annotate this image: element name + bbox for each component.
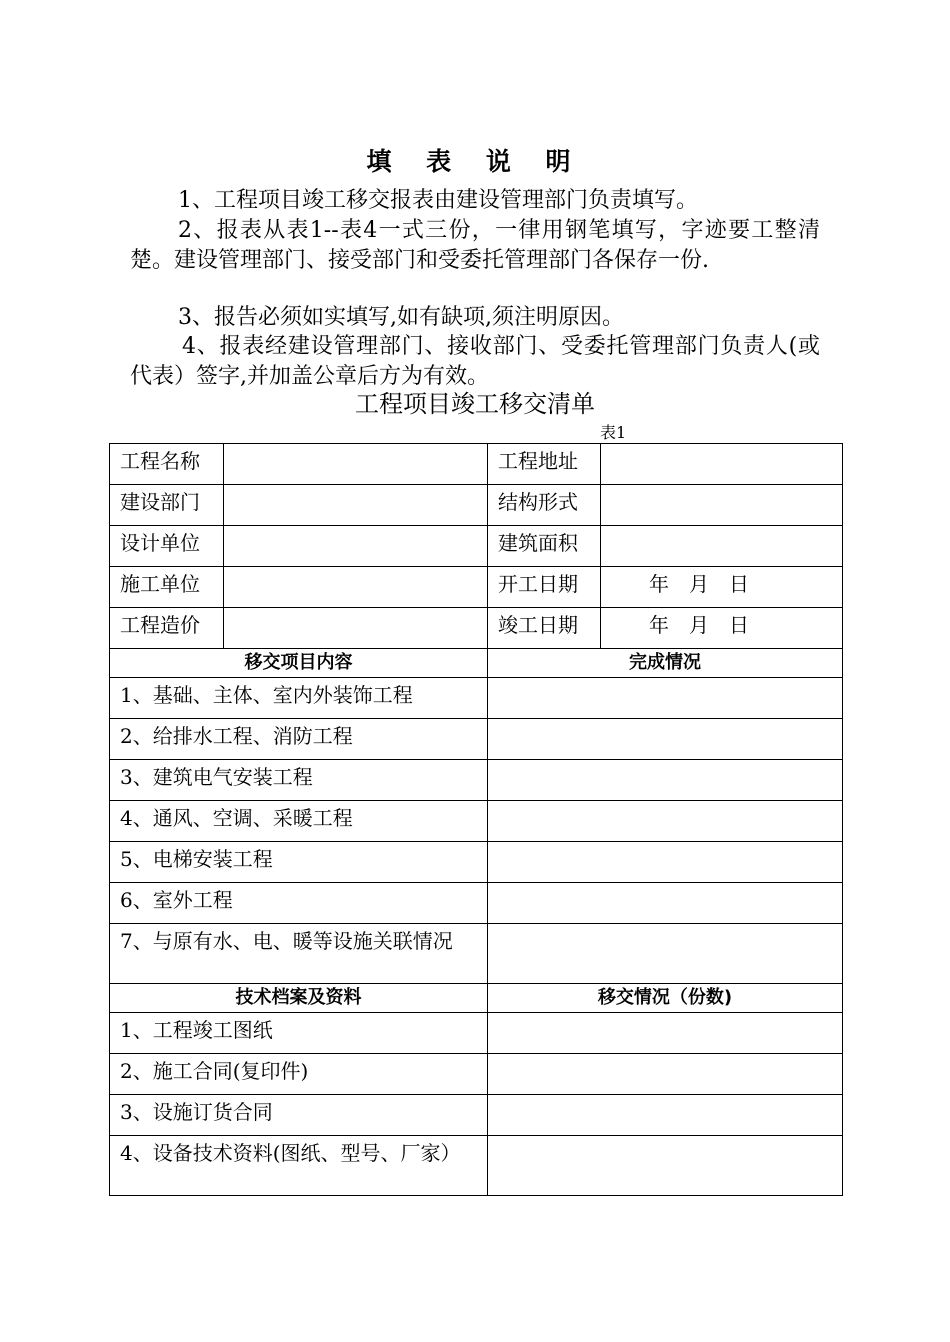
copies-cell[interactable] bbox=[488, 1095, 843, 1136]
completion-status-cell[interactable] bbox=[488, 801, 843, 842]
archive-item: 1、工程竣工图纸 bbox=[110, 1013, 488, 1054]
completion-status-cell[interactable] bbox=[488, 760, 843, 801]
field-project-address[interactable] bbox=[601, 444, 843, 485]
label-building-area: 建筑面积 bbox=[488, 526, 601, 567]
field-completion-date[interactable]: 年 月 日 bbox=[601, 608, 843, 649]
info-row bbox=[110, 608, 843, 649]
label-project-address: 工程地址 bbox=[488, 444, 601, 485]
instructions-title: 填 表 说 明 bbox=[366, 147, 584, 176]
table-row bbox=[110, 842, 843, 883]
header-handover-items: 移交项目内容 bbox=[110, 649, 488, 678]
field-structure-type[interactable] bbox=[601, 485, 843, 526]
handover-item: 7、与原有水、电、暖等设施关联情况 bbox=[110, 924, 488, 984]
table-row bbox=[110, 924, 843, 984]
handover-item: 3、建筑电气安装工程 bbox=[110, 760, 488, 801]
handover-item: 6、室外工程 bbox=[110, 883, 488, 924]
field-building-area[interactable] bbox=[601, 526, 843, 567]
table-row bbox=[110, 883, 843, 924]
field-design-unit[interactable] bbox=[224, 526, 488, 567]
copies-cell[interactable] bbox=[488, 1013, 843, 1054]
section-header-row bbox=[110, 649, 843, 678]
copies-cell[interactable] bbox=[488, 1136, 843, 1196]
handover-table bbox=[109, 443, 843, 1196]
label-project-cost: 工程造价 bbox=[110, 608, 224, 649]
field-project-name[interactable] bbox=[224, 444, 488, 485]
completion-status-cell[interactable] bbox=[488, 924, 843, 984]
completion-status-cell[interactable] bbox=[488, 842, 843, 883]
section-header-row bbox=[110, 984, 843, 1013]
handover-item: 1、基础、主体、室内外装饰工程 bbox=[110, 678, 488, 719]
label-start-date: 开工日期 bbox=[488, 567, 601, 608]
field-project-cost[interactable] bbox=[224, 608, 488, 649]
instruction-item-1: 1、工程项目竣工移交报表由建设管理部门负责填写。 bbox=[178, 188, 698, 213]
info-row bbox=[110, 444, 843, 485]
header-handover-copies: 移交情况（份数) bbox=[488, 984, 843, 1013]
label-construction-dept: 建设部门 bbox=[110, 485, 224, 526]
header-completion-status: 完成情况 bbox=[488, 649, 843, 678]
instruction-item-2: 2、报表从表1--表4一式三份，一律用钢笔填写，字迹要工整清楚。建设管理部门、接受部门和受委托管理部门各保存一份. bbox=[130, 218, 820, 273]
archive-item: 3、设施订货合同 bbox=[110, 1095, 488, 1136]
label-design-unit: 设计单位 bbox=[110, 526, 224, 567]
table-row bbox=[110, 1054, 843, 1095]
header-technical-archives: 技术档案及资料 bbox=[110, 984, 488, 1013]
completion-status-cell[interactable] bbox=[488, 678, 843, 719]
handover-item: 4、通风、空调、采暖工程 bbox=[110, 801, 488, 842]
form-title: 工程项目竣工移交清单 bbox=[355, 390, 595, 418]
table-row bbox=[110, 1095, 843, 1136]
field-construction-dept[interactable] bbox=[224, 485, 488, 526]
instruction-item-3: 3、报告必须如实填写,如有缺项,须注明原因。 bbox=[178, 305, 624, 330]
table-row bbox=[110, 760, 843, 801]
info-row bbox=[110, 526, 843, 567]
table-number: 表1 bbox=[600, 423, 627, 442]
table-row bbox=[110, 678, 843, 719]
handover-item: 2、给排水工程、消防工程 bbox=[110, 719, 488, 760]
info-row bbox=[110, 485, 843, 526]
completion-status-cell[interactable] bbox=[488, 883, 843, 924]
label-structure-type: 结构形式 bbox=[488, 485, 601, 526]
archive-item: 2、施工合同(复印件) bbox=[110, 1054, 488, 1095]
field-contractor[interactable] bbox=[224, 567, 488, 608]
handover-item: 5、电梯安装工程 bbox=[110, 842, 488, 883]
copies-cell[interactable] bbox=[488, 1054, 843, 1095]
table-row bbox=[110, 1013, 843, 1054]
label-contractor: 施工单位 bbox=[110, 567, 224, 608]
completion-status-cell[interactable] bbox=[488, 719, 843, 760]
table-row bbox=[110, 1136, 843, 1196]
label-project-name: 工程名称 bbox=[110, 444, 224, 485]
instruction-item-4: 4、报表经建设管理部门、接收部门、受委托管理部门负责人(或代表）签字,并加盖公章后方为有效。 bbox=[130, 334, 820, 389]
archive-item: 4、设备技术资料(图纸、型号、厂家） bbox=[110, 1136, 488, 1196]
label-completion-date: 竣工日期 bbox=[488, 608, 601, 649]
field-start-date[interactable]: 年 月 日 bbox=[601, 567, 843, 608]
info-row bbox=[110, 567, 843, 608]
table-row bbox=[110, 719, 843, 760]
table-row bbox=[110, 801, 843, 842]
